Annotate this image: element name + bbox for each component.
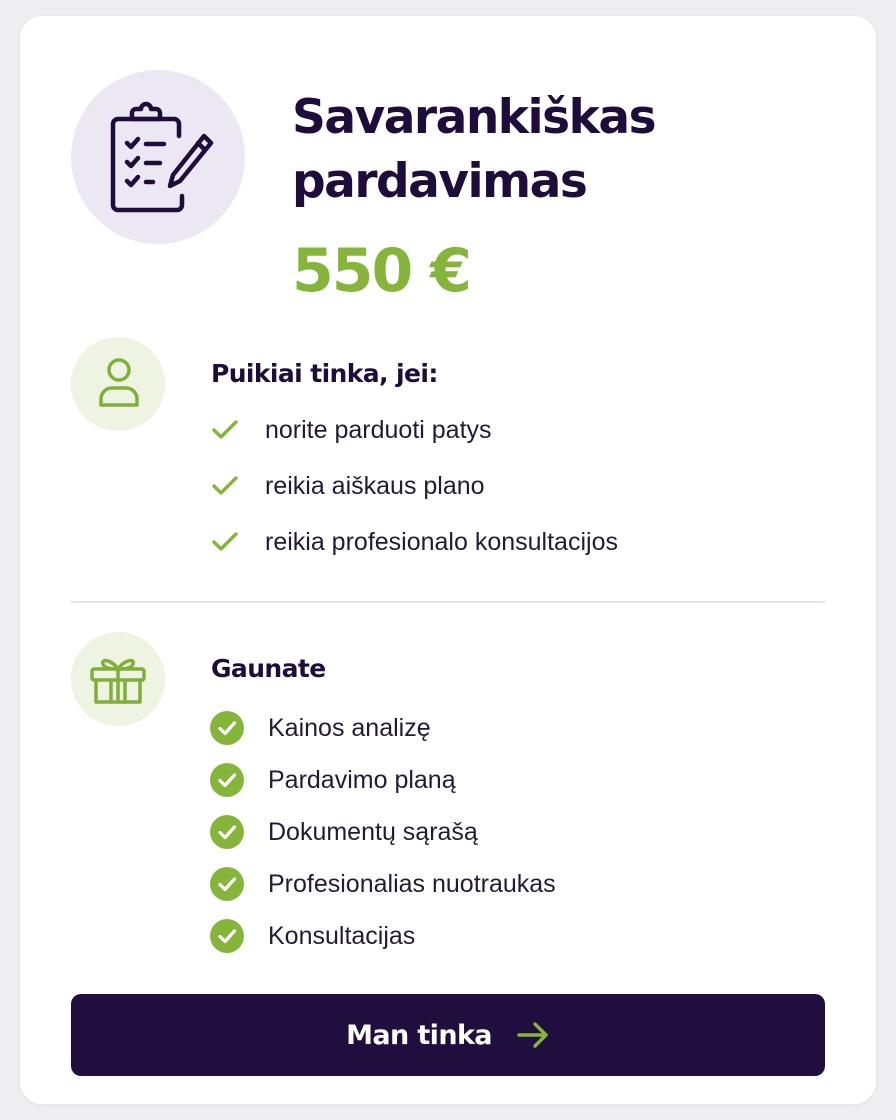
includes-list-item — [210, 806, 556, 858]
includes-list — [210, 702, 556, 962]
fit-item-label: norite parduoti patys — [265, 415, 492, 444]
check-circle-icon — [210, 711, 244, 745]
includes-item-label: Dokumentų sąrašą — [268, 817, 478, 846]
includes-list-item — [210, 702, 556, 754]
includes-item-label: Profesionalias nuotraukas — [268, 869, 556, 898]
fit-item-label: reikia profesionalo konsultacijos — [265, 527, 618, 556]
fit-section-heading: Puikiai tinka, jei: — [211, 359, 438, 388]
check-circle-icon — [210, 867, 244, 901]
section-divider — [71, 601, 825, 603]
includes-icon-circle — [71, 632, 165, 726]
gift-icon — [71, 632, 165, 726]
page-title — [292, 86, 655, 214]
arrow-right-icon — [516, 1020, 550, 1050]
checkmark-icon — [210, 527, 240, 557]
check-circle-icon — [210, 919, 244, 953]
includes-item-label: Pardavimo planą — [268, 765, 456, 794]
clipboard-checklist-icon — [71, 70, 245, 244]
fit-icon-circle — [71, 337, 165, 431]
includes-section-heading: Gaunate — [211, 654, 326, 683]
check-circle-icon — [210, 763, 244, 797]
fit-list-item — [210, 458, 618, 514]
includes-list-item — [210, 910, 556, 962]
fit-item-label: reikia aiškaus plano — [265, 471, 485, 500]
man-tinka-button[interactable] — [71, 994, 825, 1076]
user-icon — [71, 337, 165, 431]
title-line-1: Savarankiškas — [292, 90, 656, 145]
checkmark-icon — [210, 415, 240, 445]
fit-list-item — [210, 402, 618, 458]
checkmark-icon — [210, 471, 240, 501]
cta-label: Man tinka — [346, 1019, 492, 1051]
includes-item-label: Konsultacijas — [268, 921, 416, 950]
hero-icon-circle — [71, 70, 245, 244]
fit-list — [210, 402, 618, 570]
includes-list-item — [210, 754, 556, 806]
price-label: 550 € — [292, 236, 470, 306]
fit-list-item — [210, 514, 618, 570]
title-line-2: pardavimas — [292, 154, 587, 209]
includes-item-label: Kainos analizę — [268, 713, 431, 742]
service-card — [20, 16, 876, 1104]
check-circle-icon — [210, 815, 244, 849]
includes-list-item — [210, 858, 556, 910]
